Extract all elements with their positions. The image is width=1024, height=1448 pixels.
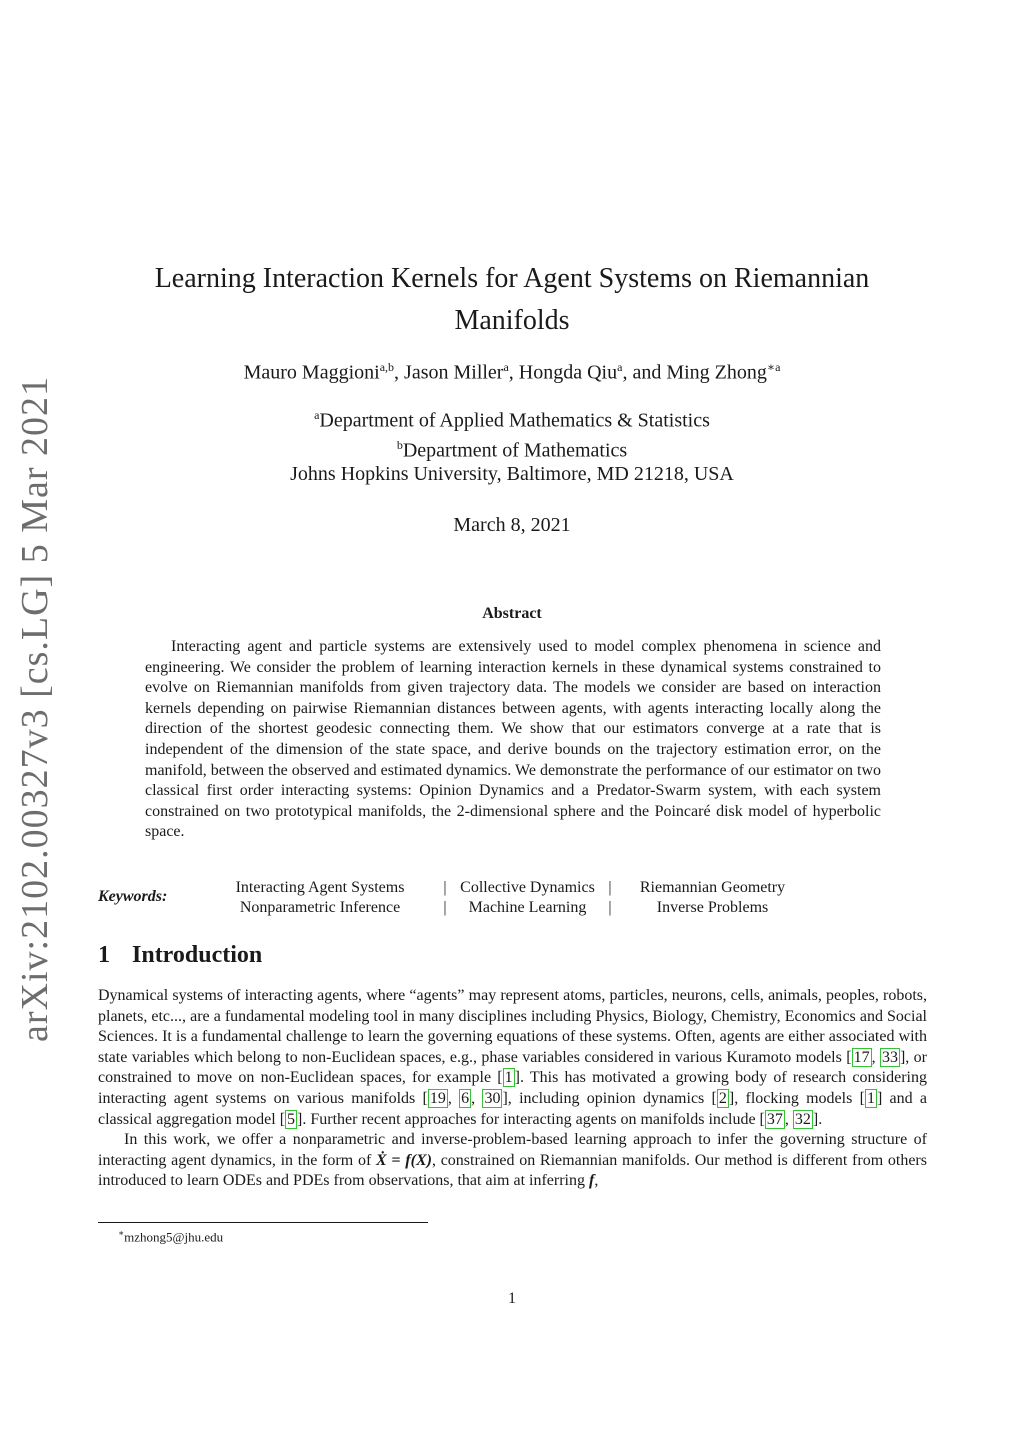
affiliation-mark: a [314,408,320,422]
keyword: Interacting Agent Systems [235,879,405,896]
text-run: ] and a classical aggregation model [ [98,1089,928,1128]
text-run: In this work, we offer a nonparametric and inverse-problem-based learning approach to infer the governing structure of interacting agent dynamics, in the form of [98,1131,927,1169]
affiliations [100,403,924,486]
text-run: , [784,1110,793,1128]
author-affiliation-mark: a,b [379,360,395,374]
keyword: Inverse Problems [656,899,769,916]
paragraph [98,986,927,1130]
keyword-separator: | [608,879,612,896]
section-title: Introduction [132,942,263,968]
text-run: , [594,1172,599,1190]
text-run: Dynamical systems of interacting agents, where “agents” may represent atoms, particles, neurons, cells, animals, peoples, robots, planets, etc..., are a fundamental modeling tool in many disciplines including Physics, Biology, Chemistry, Economics and Social Sciences. It is a fundamental challenge to learn the governing equations of these systems. Often, agents are either associated with state variables which belong to non-Euclidean spaces, e.g., phase variables considered in various Kuramoto models [ [98,987,927,1066]
footnote-divider [98,1222,428,1223]
author-affiliation-mark: ∗a [766,360,781,374]
author: Jason Miller [404,361,504,384]
paper-title [100,258,924,342]
affiliation-text: Department of Applied Mathematics & Statistics [319,409,710,432]
footnote [118,1228,223,1245]
citation-link[interactable]: 1 [866,1089,875,1107]
affiliation-line [100,403,924,433]
footnote-mark: ∗ [118,1228,125,1238]
text-run: , [471,1089,483,1107]
citation-link[interactable]: 37 [766,1110,783,1128]
abstract-text: Interacting agent and particle systems are extensively used to model complex phenomena in science and engineering. We consider the problem of learning interaction kernels in these dynamical systems constrained to evolve on Riemannian manifolds from given trajectory data. The models we consider are based on interaction kernels depending on pairwise Riemannian distances between agents, with agents interacting locally along the direction of the shortest geodesic connecting them. We show that our estimators converge at a rate that is independent of the dimension of the state space, and derive bounds on the trajectory estimation error, on the manifold, between the observed and estimated dynamics. We demonstrate the performance of our estimator on two classical first order interacting systems: Opinion Dynamics and a Predator-Swarm system, with each system constrained on two prototypical manifolds, the 2-dimensional sphere and the Poincaré disk model of hyperbolic space. [145,638,881,841]
citation-link[interactable]: 19 [429,1089,446,1107]
affiliation-text: Department of Mathematics [402,439,628,462]
author-list [100,360,924,385]
keywords-table [200,878,810,918]
keywords-row [200,898,810,918]
section-number: 1 [98,942,110,968]
text-run: ], or constrained to move on non-Euclidean spaces, for example [ [98,1048,928,1087]
citation-link[interactable]: 2 [718,1089,727,1107]
keyword: Riemannian Geometry [639,879,786,896]
keywords-row [200,878,810,898]
citation-link[interactable]: 17 [853,1048,870,1066]
paragraph [98,1130,927,1192]
author-affiliation-mark: a [503,360,509,374]
text-run: , [447,1089,460,1107]
affiliation-line [100,462,924,486]
title-line-1: Learning Interaction Kernels for Agent Systems on Riemannian [154,263,870,294]
text-run: ], flocking models [ [728,1089,865,1107]
arxiv-identifier: arXiv:2102.00327v3 [cs.LG] 5 Mar 2021 [14,375,56,1042]
affiliation-line [100,433,924,463]
author: Mauro Maggioni [243,361,380,384]
section-heading-introduction [98,942,262,969]
text-run: , constrained on Riemannian manifolds. Our method is different from others introduced to learn ODEs and PDEs from observations, that aim at inferring [98,1151,927,1190]
publication-date: March 8, 2021 [453,514,571,536]
abstract-heading: Abstract [482,605,542,622]
affiliation-text: Johns Hopkins University, Baltimore, MD 21218, USA [290,463,734,486]
keyword-separator: | [443,899,447,916]
citation-link[interactable]: 6 [461,1089,470,1107]
page-number: 1 [508,1290,516,1307]
citation-link[interactable]: 5 [287,1110,296,1128]
keyword: Collective Dynamics [460,879,595,896]
author-separator: , [394,361,405,384]
text-run: ]. This has motivated a growing body of research considering interacting agent systems on various manifolds [ [98,1069,927,1107]
keyword-separator: | [608,899,612,916]
citation-link[interactable]: 33 [881,1048,898,1066]
author: Hongda Qiu [518,361,618,384]
affiliation-mark: b [396,437,403,452]
text-run: , [871,1048,880,1066]
text-run: ], including opinion dynamics [ [502,1089,717,1107]
citation-link[interactable]: 1 [504,1069,513,1087]
author-separator: , and [622,361,667,384]
keyword: Machine Learning [468,899,587,916]
author-affiliation-mark: a [617,360,623,374]
author-separator: , [508,361,519,384]
author: Ming Zhong [666,361,767,384]
text-run: ]. [812,1110,823,1128]
introduction-body [98,986,927,1192]
footnote-email: mzhong5@jhu.edu [124,1229,224,1245]
math-expression: f [589,1172,595,1190]
keyword-separator: | [443,879,447,896]
text-run: ]. Further recent approaches for interacting agents on manifolds include [ [297,1110,765,1128]
keywords-label: Keywords: [98,888,168,905]
keyword: Nonparametric Inference [239,899,401,916]
title-line-2: Manifolds [454,305,570,336]
math-expression: Ẋ = f(X) [376,1151,432,1169]
citation-link[interactable]: 32 [794,1110,811,1128]
citation-link[interactable]: 30 [484,1089,501,1107]
